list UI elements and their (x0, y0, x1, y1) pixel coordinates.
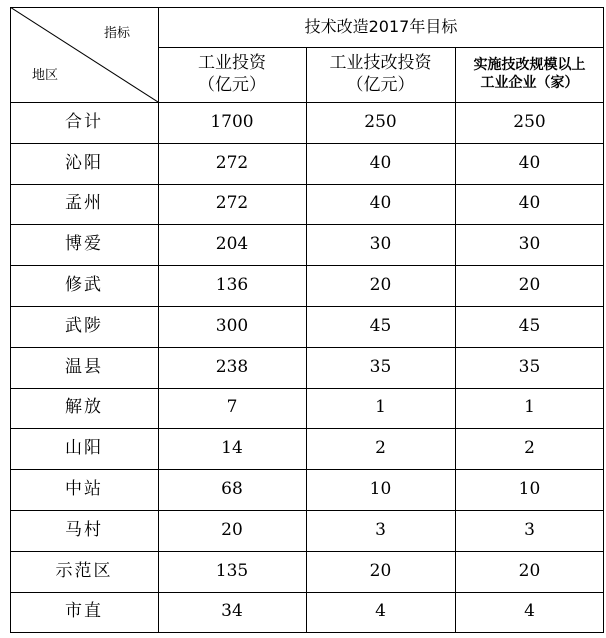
cell-enterprises: 20 (518, 275, 541, 296)
grid-group-divider (158, 47, 604, 48)
cell-investment: 14 (221, 438, 243, 459)
cell-enterprises: 40 (518, 193, 541, 214)
cell-enterprises: 250 (513, 111, 546, 132)
cell-tech-investment: 4 (375, 601, 386, 622)
cell-enterprises: 20 (518, 560, 541, 581)
cell-investment: 300 (215, 315, 249, 336)
cell-investment: 204 (215, 234, 249, 255)
cell-tech-investment: 40 (369, 152, 392, 173)
column-header-enterprises-line1: 实施技改规模以上 (473, 57, 586, 73)
grid-vline (306, 47, 307, 633)
cell-tech-investment: 1 (375, 397, 386, 418)
cell-region: 温县 (65, 356, 103, 377)
cell-tech-investment: 3 (375, 519, 386, 540)
cell-region: 合计 (65, 111, 103, 132)
cell-region: 沁阳 (65, 152, 103, 173)
column-header-investment-line2: （亿元） (198, 74, 266, 95)
column-header-tech-investment-line2: （亿元） (346, 74, 415, 95)
cell-investment: 136 (215, 275, 249, 296)
group-title: 技术改造2017年目标 (304, 17, 458, 36)
grid-row-line (10, 632, 604, 633)
grid-row-line (10, 510, 604, 511)
cell-tech-investment: 20 (369, 275, 392, 296)
cell-enterprises: 10 (518, 479, 541, 500)
cell-investment: 7 (226, 397, 238, 418)
corner-diagonal (10, 7, 158, 102)
cell-region: 解放 (65, 397, 103, 418)
cell-tech-investment: 250 (364, 111, 397, 132)
grid-vline (158, 7, 159, 633)
cell-region: 马村 (65, 519, 103, 540)
cell-region: 修武 (65, 275, 103, 296)
target-table (10, 7, 604, 633)
cell-enterprises: 2 (524, 438, 535, 459)
cell-enterprises: 30 (518, 234, 541, 255)
cell-investment: 68 (221, 479, 243, 500)
cell-tech-investment: 20 (369, 560, 392, 581)
grid-row-line (10, 143, 604, 144)
cell-tech-investment: 30 (369, 234, 392, 255)
column-header-tech-investment (306, 47, 455, 102)
grid-top-border (10, 7, 604, 8)
grid-row-line (10, 184, 604, 185)
cell-region: 博爱 (65, 234, 103, 255)
cell-enterprises: 3 (524, 519, 535, 540)
cell-region: 中站 (65, 479, 103, 500)
cell-investment: 1700 (210, 111, 254, 132)
cell-enterprises: 35 (518, 356, 541, 377)
grid-row-line (10, 592, 604, 593)
grid-row-line (10, 388, 604, 389)
grid-row-line (10, 428, 604, 429)
cell-investment: 135 (215, 560, 249, 581)
cell-region: 孟州 (65, 193, 103, 214)
grid-left-border (10, 7, 11, 633)
cell-tech-investment: 2 (375, 438, 386, 459)
cell-tech-investment: 35 (369, 356, 392, 377)
cell-enterprises: 45 (518, 315, 541, 336)
grid-right-border (603, 7, 604, 633)
grid-row-line (10, 469, 604, 470)
cell-enterprises: 4 (524, 601, 535, 622)
cell-tech-investment: 45 (369, 315, 392, 336)
column-header-tech-investment-line1: 工业技改投资 (329, 53, 432, 74)
grid-row-line (10, 224, 604, 225)
cell-enterprises: 40 (518, 152, 541, 173)
grid-row-line (10, 551, 604, 552)
grid-row-line (10, 102, 604, 103)
cell-region: 武陟 (65, 315, 103, 336)
cell-investment: 20 (221, 519, 243, 540)
grid-vline (455, 47, 456, 633)
grid-row-line (10, 265, 604, 266)
cell-region: 市直 (65, 601, 103, 622)
corner-label-indicator: 指标 (104, 26, 131, 41)
cell-investment: 34 (221, 601, 243, 622)
cell-investment: 272 (215, 193, 249, 214)
column-header-enterprises (455, 47, 604, 102)
column-header-investment (158, 47, 306, 102)
column-header-investment-line1: 工业投资 (198, 53, 266, 74)
cell-region: 示范区 (55, 560, 113, 581)
cell-enterprises: 1 (524, 397, 535, 418)
cell-investment: 272 (215, 152, 249, 173)
grid-row-line (10, 306, 604, 307)
cell-tech-investment: 40 (369, 193, 392, 214)
column-header-enterprises-line2: 工业企业（家） (480, 74, 579, 91)
grid-row-line (10, 347, 604, 348)
cell-tech-investment: 10 (369, 479, 392, 500)
cell-region: 山阳 (65, 438, 103, 459)
cell-investment: 238 (215, 356, 249, 377)
corner-label-region: 地区 (32, 68, 59, 83)
